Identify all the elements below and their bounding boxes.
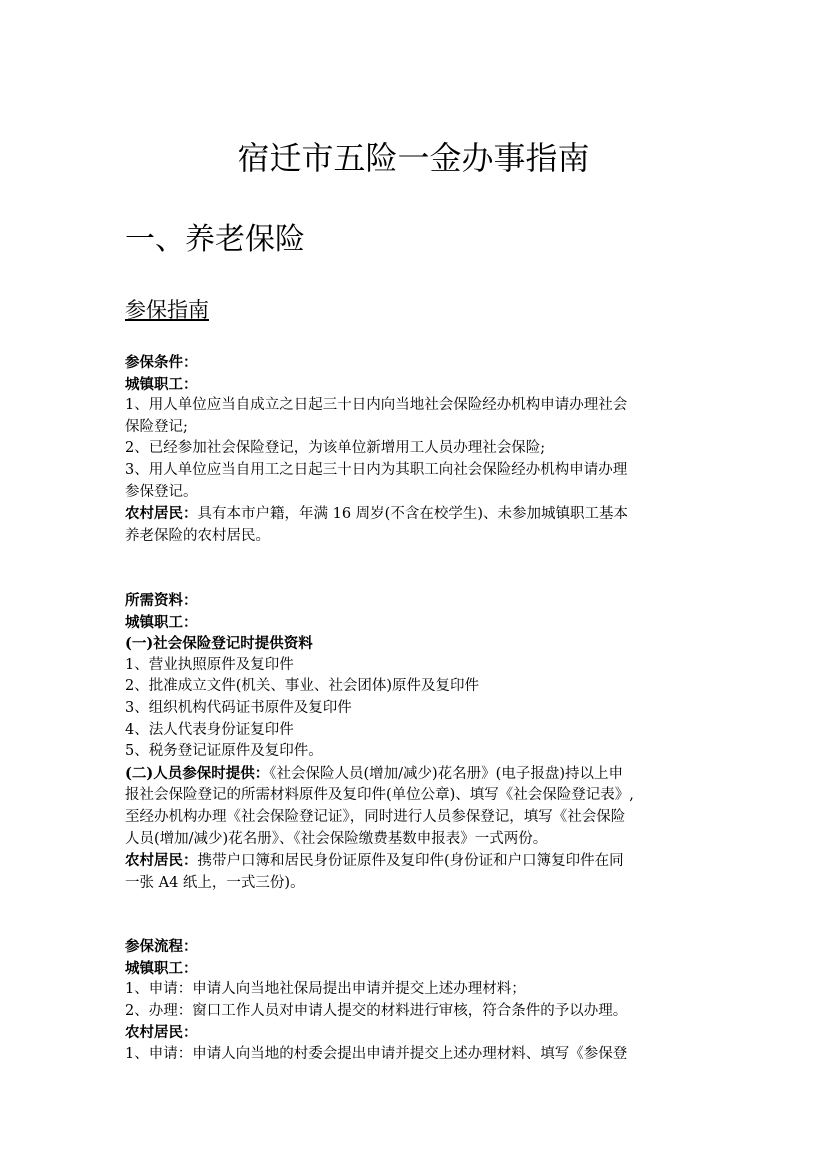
material-item: 4、法人代表身份证复印件 <box>125 721 294 738</box>
rural-materials-line <box>125 850 715 873</box>
enrollment-conditions-section <box>125 352 715 547</box>
condition-line: 1、用人单位应当自成立之日起三十日内向当地社会保险经办机构申请办理社会 <box>125 397 628 414</box>
document-title: 宿迁市五险一金办事指南 <box>237 139 590 177</box>
material-item: 5、税务登记证原件及复印件。 <box>125 743 323 760</box>
registration-materials-label: (一)社会保险登记时提供资料 <box>125 635 313 653</box>
urban-workers-label: 城镇职工： <box>125 375 198 393</box>
enrollment-process-section <box>125 936 715 1066</box>
material-line: 一张 A4 纸上，一式三份)。 <box>125 874 305 891</box>
condition-line: 参保登记。 <box>125 483 198 500</box>
process-step: 2、办理：窗口工作人员对申请人提交的材料进行审核，符合条件的予以办理。 <box>125 1002 628 1019</box>
condition-line: 养老保险的农村居民。 <box>125 527 270 544</box>
condition-line: 保险登记; <box>125 418 188 435</box>
rural-residents-label: 农村居民： <box>125 1024 198 1042</box>
material-item: 1、营业执照原件及复印件 <box>125 656 294 673</box>
process-step: 1、申请：申请人向当地社保局提出申请并提交上述办理材料； <box>125 981 526 998</box>
rural-residents-label: 农村居民： <box>125 505 198 523</box>
personnel-materials-line <box>125 763 715 786</box>
material-item: 2、批准成立文件(机关、事业、社会团体)原件及复印件 <box>125 678 480 695</box>
materials-label: 所需资料： <box>125 592 198 609</box>
conditions-label: 参保条件： <box>125 354 198 371</box>
rural-condition-text: 具有本市户籍，年满 16 周岁(不含在校学生)、未参加城镇职工基本 <box>197 506 628 523</box>
urban-workers-label: 城镇职工： <box>125 959 198 977</box>
section-heading-pension: 一、养老保险 <box>125 222 305 257</box>
rural-residents-label: 农村居民： <box>125 852 198 870</box>
process-label: 参保流程： <box>125 938 198 955</box>
subheading-enrollment-guide: 参保指南 <box>125 298 209 322</box>
required-materials-section <box>125 590 715 894</box>
rural-materials-text: 携带户口簿和居民身份证原件及复印件(身份证和户口簿复印件在同 <box>197 853 624 870</box>
rural-condition-line <box>125 503 715 526</box>
material-line: 至经办机构办理《社会保险登记证》，同时进行人员参保登记，填写《社会保险 <box>125 808 626 825</box>
material-line: 人员(增加/减少)花名册》、《社会保险缴费基数申报表》一式两份。 <box>125 830 548 847</box>
process-step: 1、申请：申请人向当地的村委会提出申请并提交上述办理材料、填写《参保登 <box>125 1045 628 1062</box>
personnel-materials-text: 《社会保险人员(增加/减少)花名册》(电子报盘)持以上申 <box>269 765 623 782</box>
urban-workers-label: 城镇职工： <box>125 613 198 631</box>
condition-line: 3、用人单位应当自用工之日起三十日内为其职工向社会保险经办机构申请办理 <box>125 461 628 478</box>
condition-line: 2、已经参加社会保险登记，为该单位新增用工人员办理社会保险; <box>125 440 546 457</box>
material-line: 报社会保险登记的所需材料原件及复印件(单位公章)、填写《社会保险登记表》, <box>125 787 634 804</box>
material-item: 3、组织机构代码证书原件及复印件 <box>125 699 352 716</box>
personnel-materials-label: (二)人员参保时提供： <box>125 764 270 782</box>
